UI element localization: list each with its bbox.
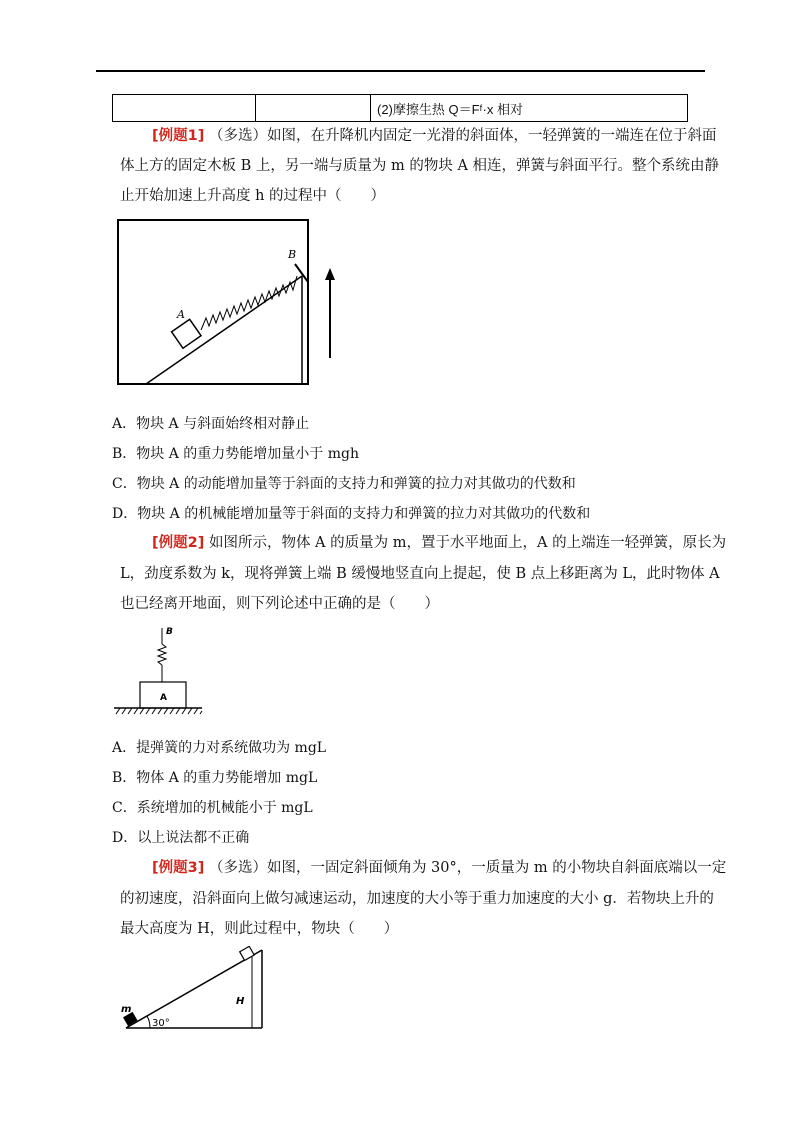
ex1-line-2: 体上方的固定木板 B 上，另一端与质量为 m 的物块 A 相连，弹簧与斜面平行。整个系统由静 [120,158,720,174]
ground-hatch [116,708,202,714]
label-angle: 30° [152,1018,170,1029]
spring-block-figure [110,620,210,720]
spring-coil [158,644,166,665]
ex2-line-3: 也已经离开地面，则下列论述中正确的是（ ） [120,596,439,612]
label-h: H [236,996,245,1007]
label-b: B [166,627,173,637]
ex2-option-b: B．物体 A 的重力势能增加 mgL [112,770,318,786]
ex1-tag: [例题1] [152,128,205,144]
ex1-option-a: A．物块 A 与斜面始终相对静止 [112,416,310,432]
ex3-line-1 [152,858,726,878]
ex3-line-3: 最大高度为 H，则此过程中，物块（ ） [120,921,399,937]
ex2-tag: [例题2] [152,535,205,551]
angle-arc [147,1016,150,1028]
block-a [172,319,201,348]
label-a: A [177,308,185,321]
ex2-line-2: L，劲度系数为 k，现将弹簧上端 B 缓慢地竖直向上提起，使 B 点上移距离为 L，此时物体 A [120,566,720,582]
ex1-option-d: D．物块 A 的机械能增加量等于斜面的支持力和弹簧的拉力对其做功的代数和 [112,506,591,522]
ex1-option-b: B．物块 A 的重力势能增加量小于 mgh [112,446,360,462]
ex3-text-1: （多选）如图，一固定斜面倾角为 30°，一质量为 m 的小物块自斜面底端以一定 [208,860,727,876]
incline-surface [146,276,302,384]
spring [201,276,297,330]
ex1-text-1: （多选）如图，在升降机内固定一光滑的斜面体，一轻弹簧的一端连在位于斜面 [208,128,717,144]
ex2-line-1 [152,533,726,553]
ex2-text-1: 如图所示，物体 A 的质量为 m，置于水平地面上，A 的上端连一轻弹簧，原长为 [208,535,727,551]
elevator-box [118,220,308,384]
table-cell-3: (2)摩擦生热 Q＝Fᶠ·x 相对 [371,95,688,122]
incline-hypotenuse [126,950,262,1028]
ex2-option-c: C．系统增加的机械能小于 mgL [112,800,313,816]
table-cell-2 [256,95,371,122]
ex1-line-3: 止开始加速上升高度 h 的过程中（ ） [120,188,386,204]
ex1-line-1 [152,126,716,146]
ex3-line-2: 的初速度，沿斜面向上做匀减速运动，加速度的大小等于重力加速度的大小 g．若物块上升的 [120,891,714,907]
ex2-option-d: D．以上说法都不正确 [112,830,250,846]
summary-table [112,94,688,122]
elevator-incline-figure [112,214,352,390]
table-row [113,95,688,122]
header-rule [96,70,705,72]
ex3-tag: [例题3] [152,860,205,876]
arrow-head-icon [325,268,335,280]
label-m: m [121,1004,132,1015]
incline-30-figure [112,946,272,1036]
table-cell-1 [113,95,256,122]
ex2-option-a: A．提弹簧的力对系统做功为 mgL [112,740,327,756]
label-a: A [160,693,167,703]
label-b: B [288,248,297,261]
ex1-option-c: C．物块 A 的动能增加量等于斜面的支持力和弹簧的拉力对其做功的代数和 [112,476,576,492]
